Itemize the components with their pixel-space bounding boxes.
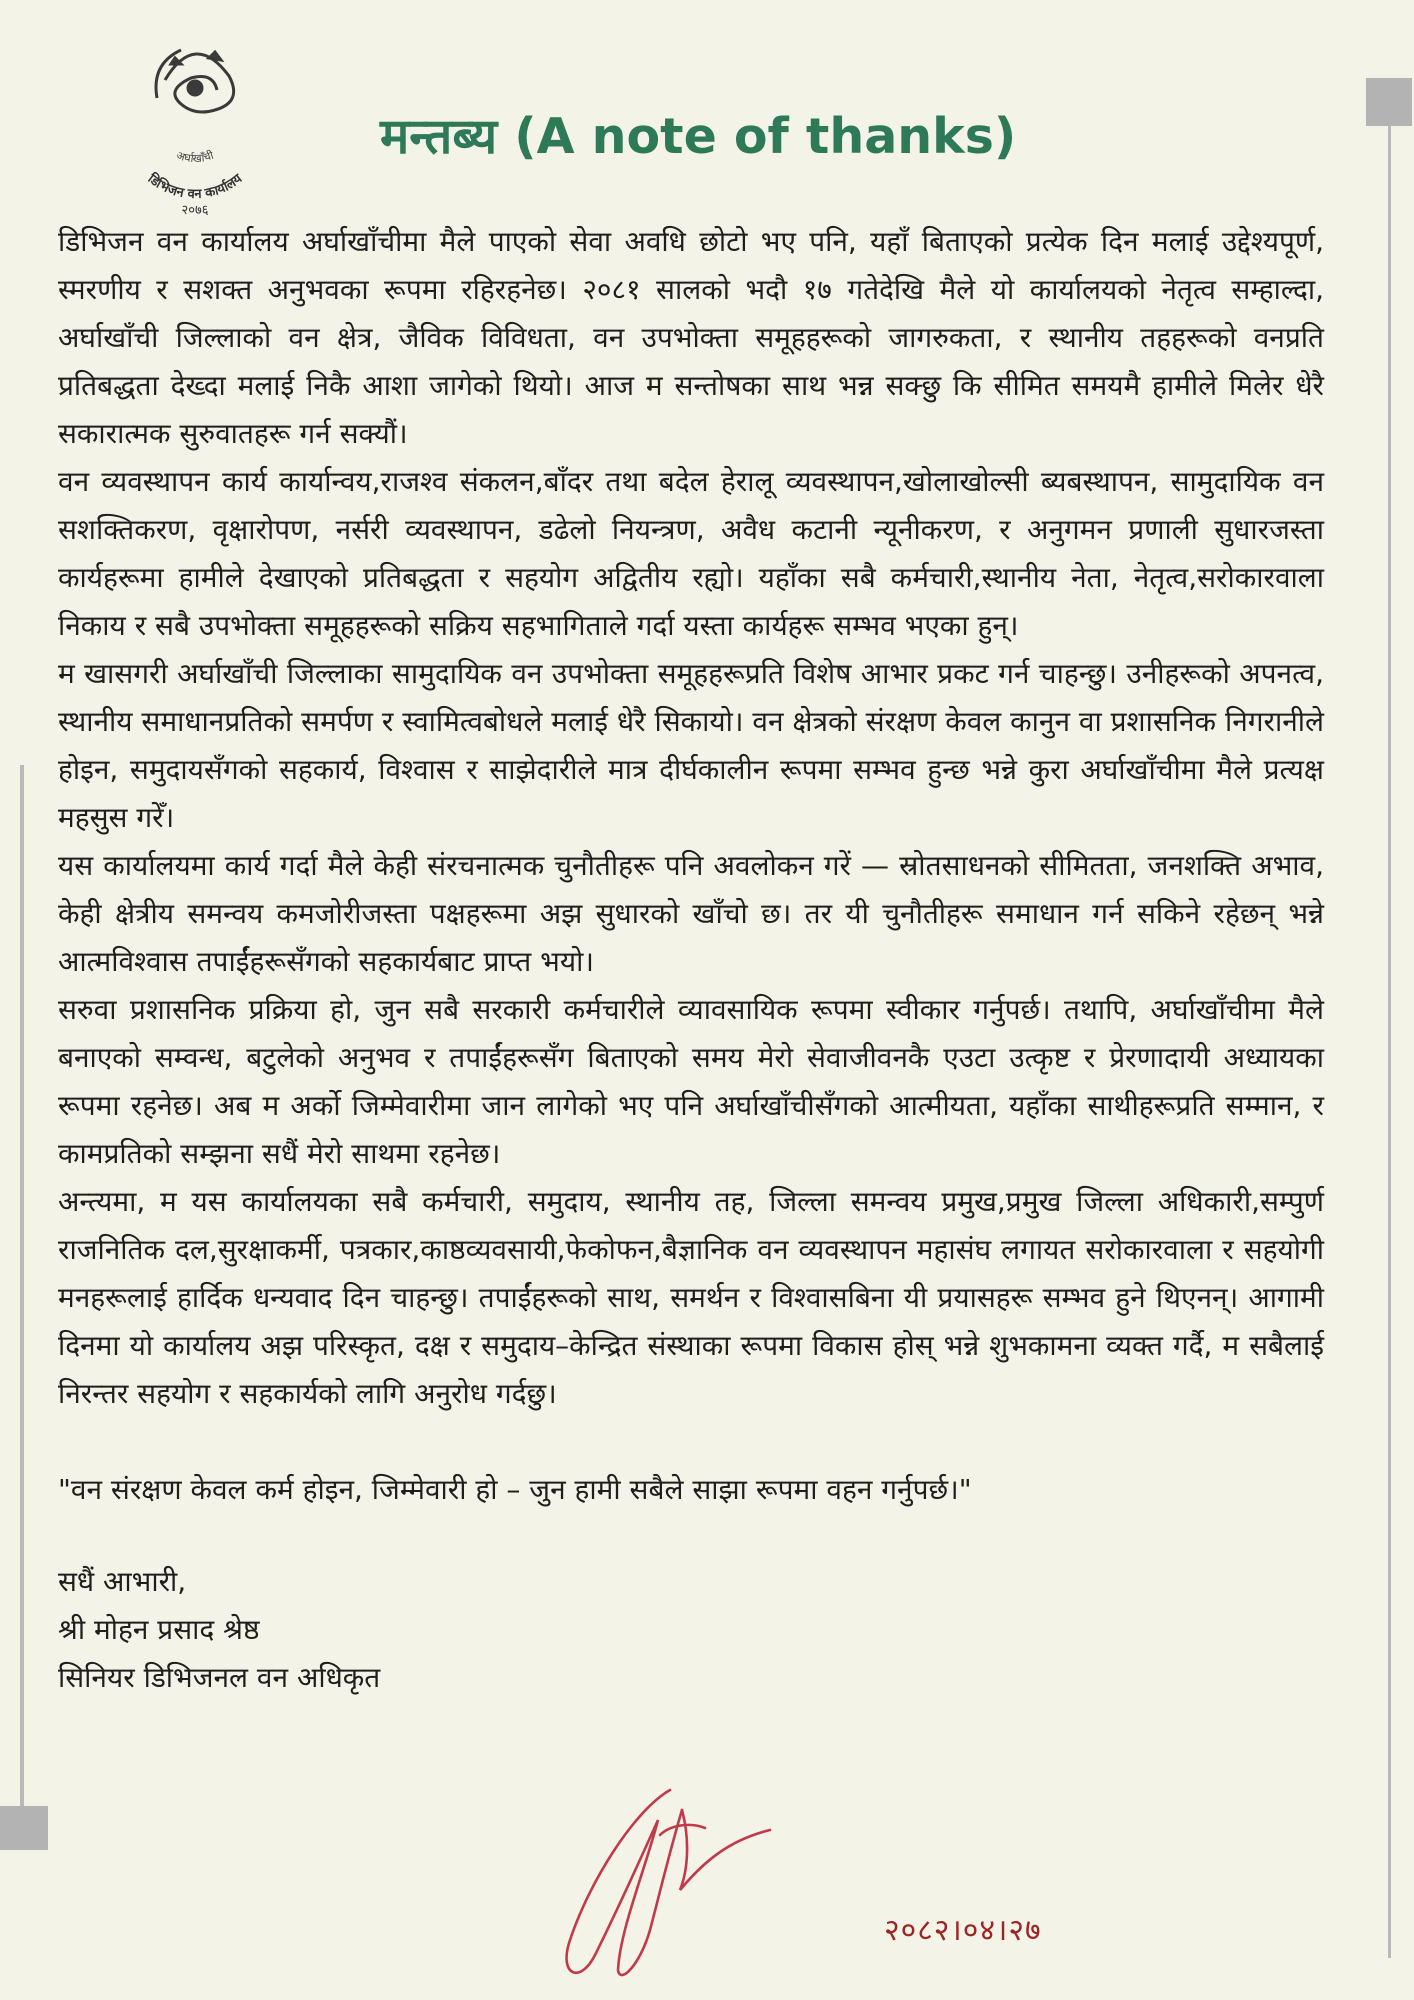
signatory-name: श्री मोहन प्रसाद श्रेष्ठ bbox=[58, 1613, 260, 1646]
svg-text:अर्घाखाँची bbox=[175, 149, 215, 166]
body-paragraph: सरुवा प्रशासनिक प्रक्रिया हो, जुन सबै सरकारी कर्मचारीले व्यावसायिक रूपमा स्वीकार गर्नुपर्छ। तथापि, अर्घाखाँचीमा मैले बनाएको सम्वन्ध, बटुलेको अनुभव र तपाईंहरूसँग बिताएको समय मेरो सेवाजीवनकै एउटा उत्कृष्ट र प्रेरणादायी अध्यायका रूपमा रहनेछ। अब म अर्को जिम्मेवारीमा जान लागेको भए पनि अर्घाखाँचीसँगको आत्मीयता, यहाँका साथीहरूप्रति सम्मान, र कामप्रतिको सम्झना सधैं मेरो साथमा रहनेछ। bbox=[58, 993, 1325, 1170]
office-seal-icon bbox=[95, 18, 295, 218]
letter-date: २०८२।०४।२७ bbox=[884, 1913, 1042, 1948]
left-decorative-line bbox=[20, 765, 24, 1840]
left-decorative-block bbox=[0, 1806, 48, 1850]
svg-text:डिभिजन वन कार्यालय bbox=[144, 170, 245, 202]
handwritten-signature-icon bbox=[540, 1770, 800, 1995]
seal-year: २०७६ bbox=[181, 203, 209, 218]
closing-quote: "वन संरक्षण केवल कर्म होइन, जिम्मेवारी हो – जुन हामी सबैले साझा रूपमा वहन गर्नुपर्छ।" bbox=[58, 1473, 972, 1506]
seal-text-line-2: अर्घाखाँची bbox=[174, 148, 216, 166]
body-paragraph: वन व्यवस्थापन कार्य कार्यान्वय,राजश्व संकलन,बाँदर तथा बदेल हेरालू व्यवस्थापन,खोलाखोल्सी ब्यबस्थापन, सामुदायिक वन सशक्तिकरण, वृक्षारोपण, नर्सरी व्यवस्थापन, डढेलो नियन्त्रण, अवैध कटानी न्यूनीकरण, र अनुगमन प्रणाली सुधारजस्ता कार्यहरूमा हामीले देखाएको प्रतिबद्धता र सहयोग अद्वितीय रह्यो। यहाँका सबै कर्मचारी,स्थानीय नेता, नेतृत्व,सरोकारवाला निकाय र सबै उपभोक्ता समूहहरूको सक्रिय सहभागिताले गर्दा यस्ता कार्यहरू सम्भव भएका हुन्। bbox=[58, 465, 1324, 642]
signature-block bbox=[58, 1558, 1324, 1702]
seal-text-line-1: डिभिजन वन कार्यालय bbox=[144, 171, 246, 203]
right-decorative-line bbox=[1388, 78, 1391, 1958]
body-paragraph: यस कार्यालयमा कार्य गर्दा मैले केही संरचनात्मक चुनौतीहरू पनि अवलोकन गरें — स्रोतसाधनको सीमितता, जनशक्ति अभाव, केही क्षेत्रीय समन्वय कमजोरीजस्ता पक्षहरूमा अझ सुधारको खाँचो छ। तर यी चुनौतीहरू समाधान गर्न सकिने रहेछन् भन्ने आत्मविश्वास तपाईंहरूसँगको सहकार्यबाट प्राप्त भयो। bbox=[58, 849, 1324, 978]
letter-body bbox=[58, 218, 1324, 1702]
salutation: सधैं आभारी, bbox=[58, 1565, 187, 1598]
body-paragraph: म खासगरी अर्घाखाँची जिल्लाका सामुदायिक वन उपभोक्ता समूहहरूप्रति विशेष आभार प्रकट गर्न चाहन्छु। उनीहरूको अपनत्व, स्थानीय समाधानप्रतिको समर्पण र स्वामित्वबोधले मलाई धेरै सिकायो। वन क्षेत्रको संरक्षण केवल कानुन वा प्रशासनिक निगरानीले होइन, समुदायसँगको सहकार्य, विश्वास र साझेदारीले मात्र दीर्घकालीन रूपमा सम्भव हुन्छ भन्ने कुरा अर्घाखाँचीमा मैले प्रत्यक्ष महसुस गरेँ। bbox=[58, 657, 1324, 834]
page-title: मन्तब्य (A note of thanks) bbox=[380, 108, 1017, 165]
body-paragraph: अन्त्यमा, म यस कार्यालयका सबै कर्मचारी, समुदाय, स्थानीय तह, जिल्ला समन्वय प्रमुख,प्रमुख जिल्ला अधिकारी,सम्पुर्ण राजनितिक दल,सुरक्षाकर्मी, पत्रकार,काष्ठव्यवसायी,फेकोफन,बैज्ञानिक वन व्यवस्थापन महासंघ लगायत सरोकारवाला र सहयोगी मनहरूलाई हार्दिक धन्यवाद दिन चाहन्छु। तपाईंहरूको साथ, समर्थन र विश्वासबिना यी प्रयासहरू सम्भव हुने थिएनन्। आगामी दिनमा यो कार्यालय अझ परिस्कृत, दक्ष र समुदाय–केन्द्रित संस्थाका रूपमा विकास होस् भन्ने शुभकामना व्यक्त गर्दै, म सबैलाई निरन्तर सहयोग र सहकार्यको लागि अनुरोध गर्दछु। bbox=[58, 1185, 1324, 1410]
right-decorative-block bbox=[1366, 78, 1412, 126]
body-paragraph: डिभिजन वन कार्यालय अर्घाखाँचीमा मैले पाएको सेवा अवधि छोटो भए पनि, यहाँ बिताएको प्रत्येक दिन मलाई उद्देश्यपूर्ण, स्मरणीय र सशक्त अनुभवका रूपमा रहिरहनेछ। २०८१ सालको भदौ १७ गतेदेखि मैले यो कार्यालयको नेतृत्व सम्हाल्दा, अर्घाखाँची जिल्लाको वन क्षेत्र, जैविक विविधता, वन उपभोक्ता समूहहरूको जागरुकता, र स्थानीय तहहरूको वनप्रति प्रतिबद्धता देख्दा मलाई निकै आशा जागेको थियो। आज म सन्तोषका साथ भन्न सक्छु कि सीमित समयमै हामीले मिलेर धेरै सकारात्मक सुरुवातहरू गर्न सक्यौं। bbox=[58, 225, 1324, 450]
signatory-designation: सिनियर डिभिजनल वन अधिकृत bbox=[58, 1661, 381, 1694]
